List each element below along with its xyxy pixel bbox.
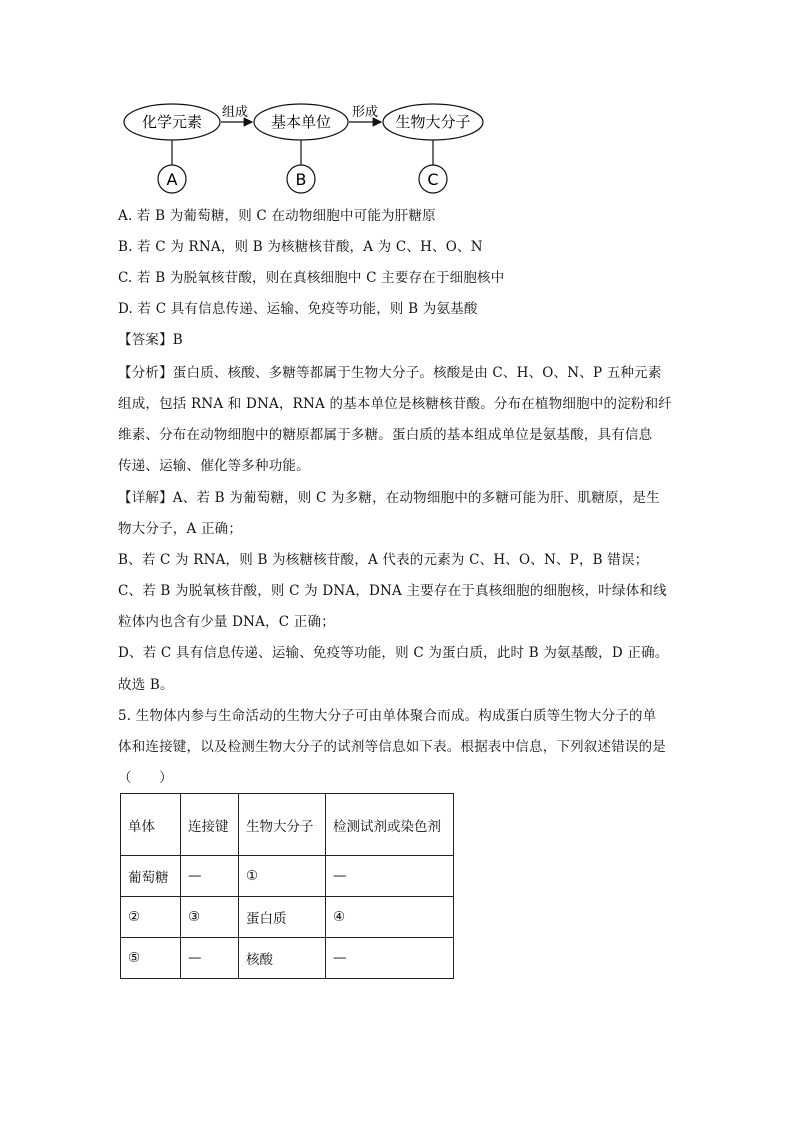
- option-a: A. 若 B 为葡萄糖，则 C 在动物细胞中可能为肝糖原: [118, 208, 436, 224]
- table-cell: —: [326, 856, 454, 897]
- table-cell: 核酸: [239, 938, 326, 979]
- question-5-blank: （ ）: [118, 770, 173, 786]
- option-d: D. 若 C 具有信息传递、运输、免疫等功能，则 B 为氨基酸: [118, 301, 478, 317]
- answer-line: 【答案】B: [118, 332, 183, 348]
- table-header-cell: 连接键: [181, 794, 239, 856]
- table-cell: —: [326, 938, 454, 979]
- table-cell: 葡萄糖: [121, 856, 181, 897]
- detail-line: B、若 C 为 RNA，则 B 为核糖核苷酸，A 代表的元素为 C、H、O、N、P，B 错误；: [118, 552, 649, 568]
- monomer-table: [120, 793, 454, 979]
- node-label-unit: 基本单位: [270, 113, 332, 131]
- table-row: [121, 897, 454, 938]
- detail-line: 物大分子，A 正确；: [118, 521, 243, 537]
- table-row: [121, 856, 454, 897]
- circle-label-a: A: [166, 170, 178, 189]
- table-cell: ①: [239, 856, 326, 897]
- table-header-row: [121, 794, 454, 856]
- arrow-label-compose: 组成: [221, 105, 249, 120]
- detail-line: D、若 C 具有信息传递、运输、免疫等功能，则 C 为蛋白质，此时 B 为氨基酸，D 正确。: [118, 645, 669, 661]
- node-label-elements: 化学元素: [141, 113, 203, 131]
- question-5-line: 5. 生物体内参与生命活动的生物大分子可由单体聚合而成。构成蛋白质等生物大分子的单: [118, 708, 657, 724]
- question-5-line: 体和连接键，以及检测生物大分子的试剂等信息如下表。根据表中信息，下列叙述错误的是: [118, 739, 666, 755]
- arrow-label-form: 形成: [351, 105, 379, 120]
- analysis-line: 【分析】蛋白质、核酸、多糖等都属于生物大分子。核酸是由 C、H、O、N、P 五种元素: [118, 365, 662, 381]
- option-c: C. 若 B 为脱氧核苷酸，则在真核细胞中 C 主要存在于细胞核中: [118, 270, 505, 286]
- detail-line: C、若 B 为脱氧核苷酸，则 C 为 DNA，DNA 主要存在于真核细胞的细胞核，叶绿体和线: [118, 583, 667, 599]
- table-cell: ②: [121, 897, 181, 938]
- detail-line: 故选 B。: [118, 677, 174, 693]
- table-cell: 蛋白质: [239, 897, 326, 938]
- option-b: B. 若 C 为 RNA，则 B 为核糖核苷酸，A 为 C、H、O、N: [118, 239, 483, 255]
- table-cell: ④: [326, 897, 454, 938]
- analysis-line: 传递、运输、催化等多种功能。: [118, 458, 310, 474]
- detail-line: 【详解】A、若 B 为葡萄糖，则 C 为多糖，在动物细胞中的多糖可能为肝、肌糖原，是生: [118, 490, 660, 506]
- table-cell: —: [181, 856, 239, 897]
- circle-label-c: C: [427, 170, 439, 189]
- detail-line: 粒体内也含有少量 DNA，C 正确；: [118, 614, 335, 630]
- table-header-cell: 生物大分子: [239, 794, 326, 856]
- analysis-line: 维素、分布在动物细胞中的糖原都属于多糖。蛋白质的基本组成单位是氨基酸，具有信息: [118, 427, 653, 443]
- table-cell: ⑤: [121, 938, 181, 979]
- table-cell: —: [181, 938, 239, 979]
- concept-diagram: [118, 96, 488, 196]
- table-header-cell: 单体: [121, 794, 181, 856]
- table-row: [121, 938, 454, 979]
- circle-label-b: B: [295, 170, 307, 189]
- table-cell: ③: [181, 897, 239, 938]
- analysis-line: 组成，包括 RNA 和 DNA，RNA 的基本单位是核糖核苷酸。分布在植物细胞中的淀粉和纤: [118, 396, 673, 412]
- node-label-macromolecule: 生物大分子: [395, 113, 471, 131]
- table-header-cell: 检测试剂或染色剂: [326, 794, 454, 856]
